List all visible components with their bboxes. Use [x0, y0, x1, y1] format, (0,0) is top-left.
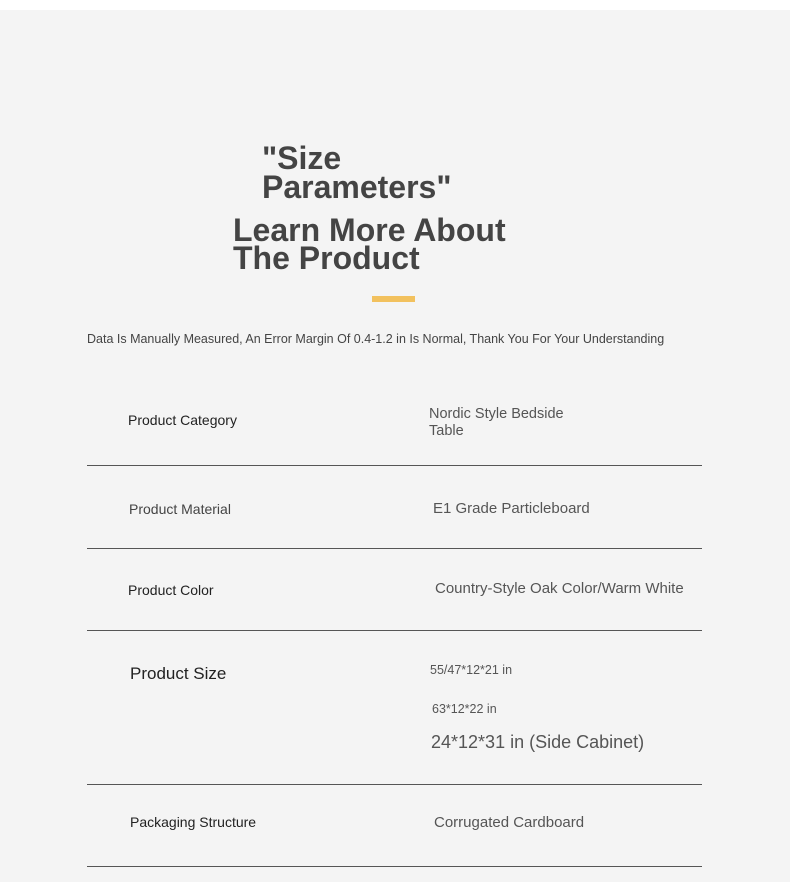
spec-value-color: Country-Style Oak Color/Warm White: [435, 580, 684, 597]
section-subtitle-line-1: Learn More About: [233, 212, 506, 248]
row-divider: [87, 630, 702, 631]
spec-label-color: Product Color: [128, 582, 214, 598]
spec-value-category: [429, 406, 564, 440]
spec-label-size: Product Size: [130, 664, 227, 683]
spec-value-category-line-1: Nordic Style Bedside: [429, 406, 564, 422]
row-divider: [87, 465, 702, 466]
spec-value-size-3: 24*12*31 in (Side Cabinet): [431, 732, 645, 752]
spec-value-size-1: 55/47*12*21 in: [430, 663, 513, 677]
section-title: [262, 140, 522, 205]
row-divider: [87, 866, 702, 867]
spec-value-packaging: Corrugated Cardboard: [434, 814, 585, 831]
spec-value-material: E1 Grade Particleboard: [433, 500, 590, 517]
size-parameters-page: [0, 10, 790, 882]
spec-label-packaging: Packaging Structure: [130, 814, 257, 830]
accent-divider: [372, 296, 415, 302]
row-divider: [87, 548, 702, 549]
row-divider: [87, 784, 702, 785]
measurement-note: Data Is Manually Measured, An Error Margin Of 0.4-1.2 in Is Normal, Thank You For Your Understanding: [87, 332, 665, 346]
spec-value-size-2: 63*12*22 in: [432, 702, 497, 716]
section-subtitle-line-2: The Product: [233, 240, 420, 276]
spec-value-category-line-2: Table: [429, 423, 464, 439]
section-subtitle: [233, 212, 553, 276]
spec-label-category: Product Category: [128, 412, 237, 428]
spec-label-material: Product Material: [129, 501, 231, 517]
section-title-line-1: "Size: [262, 140, 342, 176]
section-title-line-2: Parameters": [262, 169, 452, 205]
